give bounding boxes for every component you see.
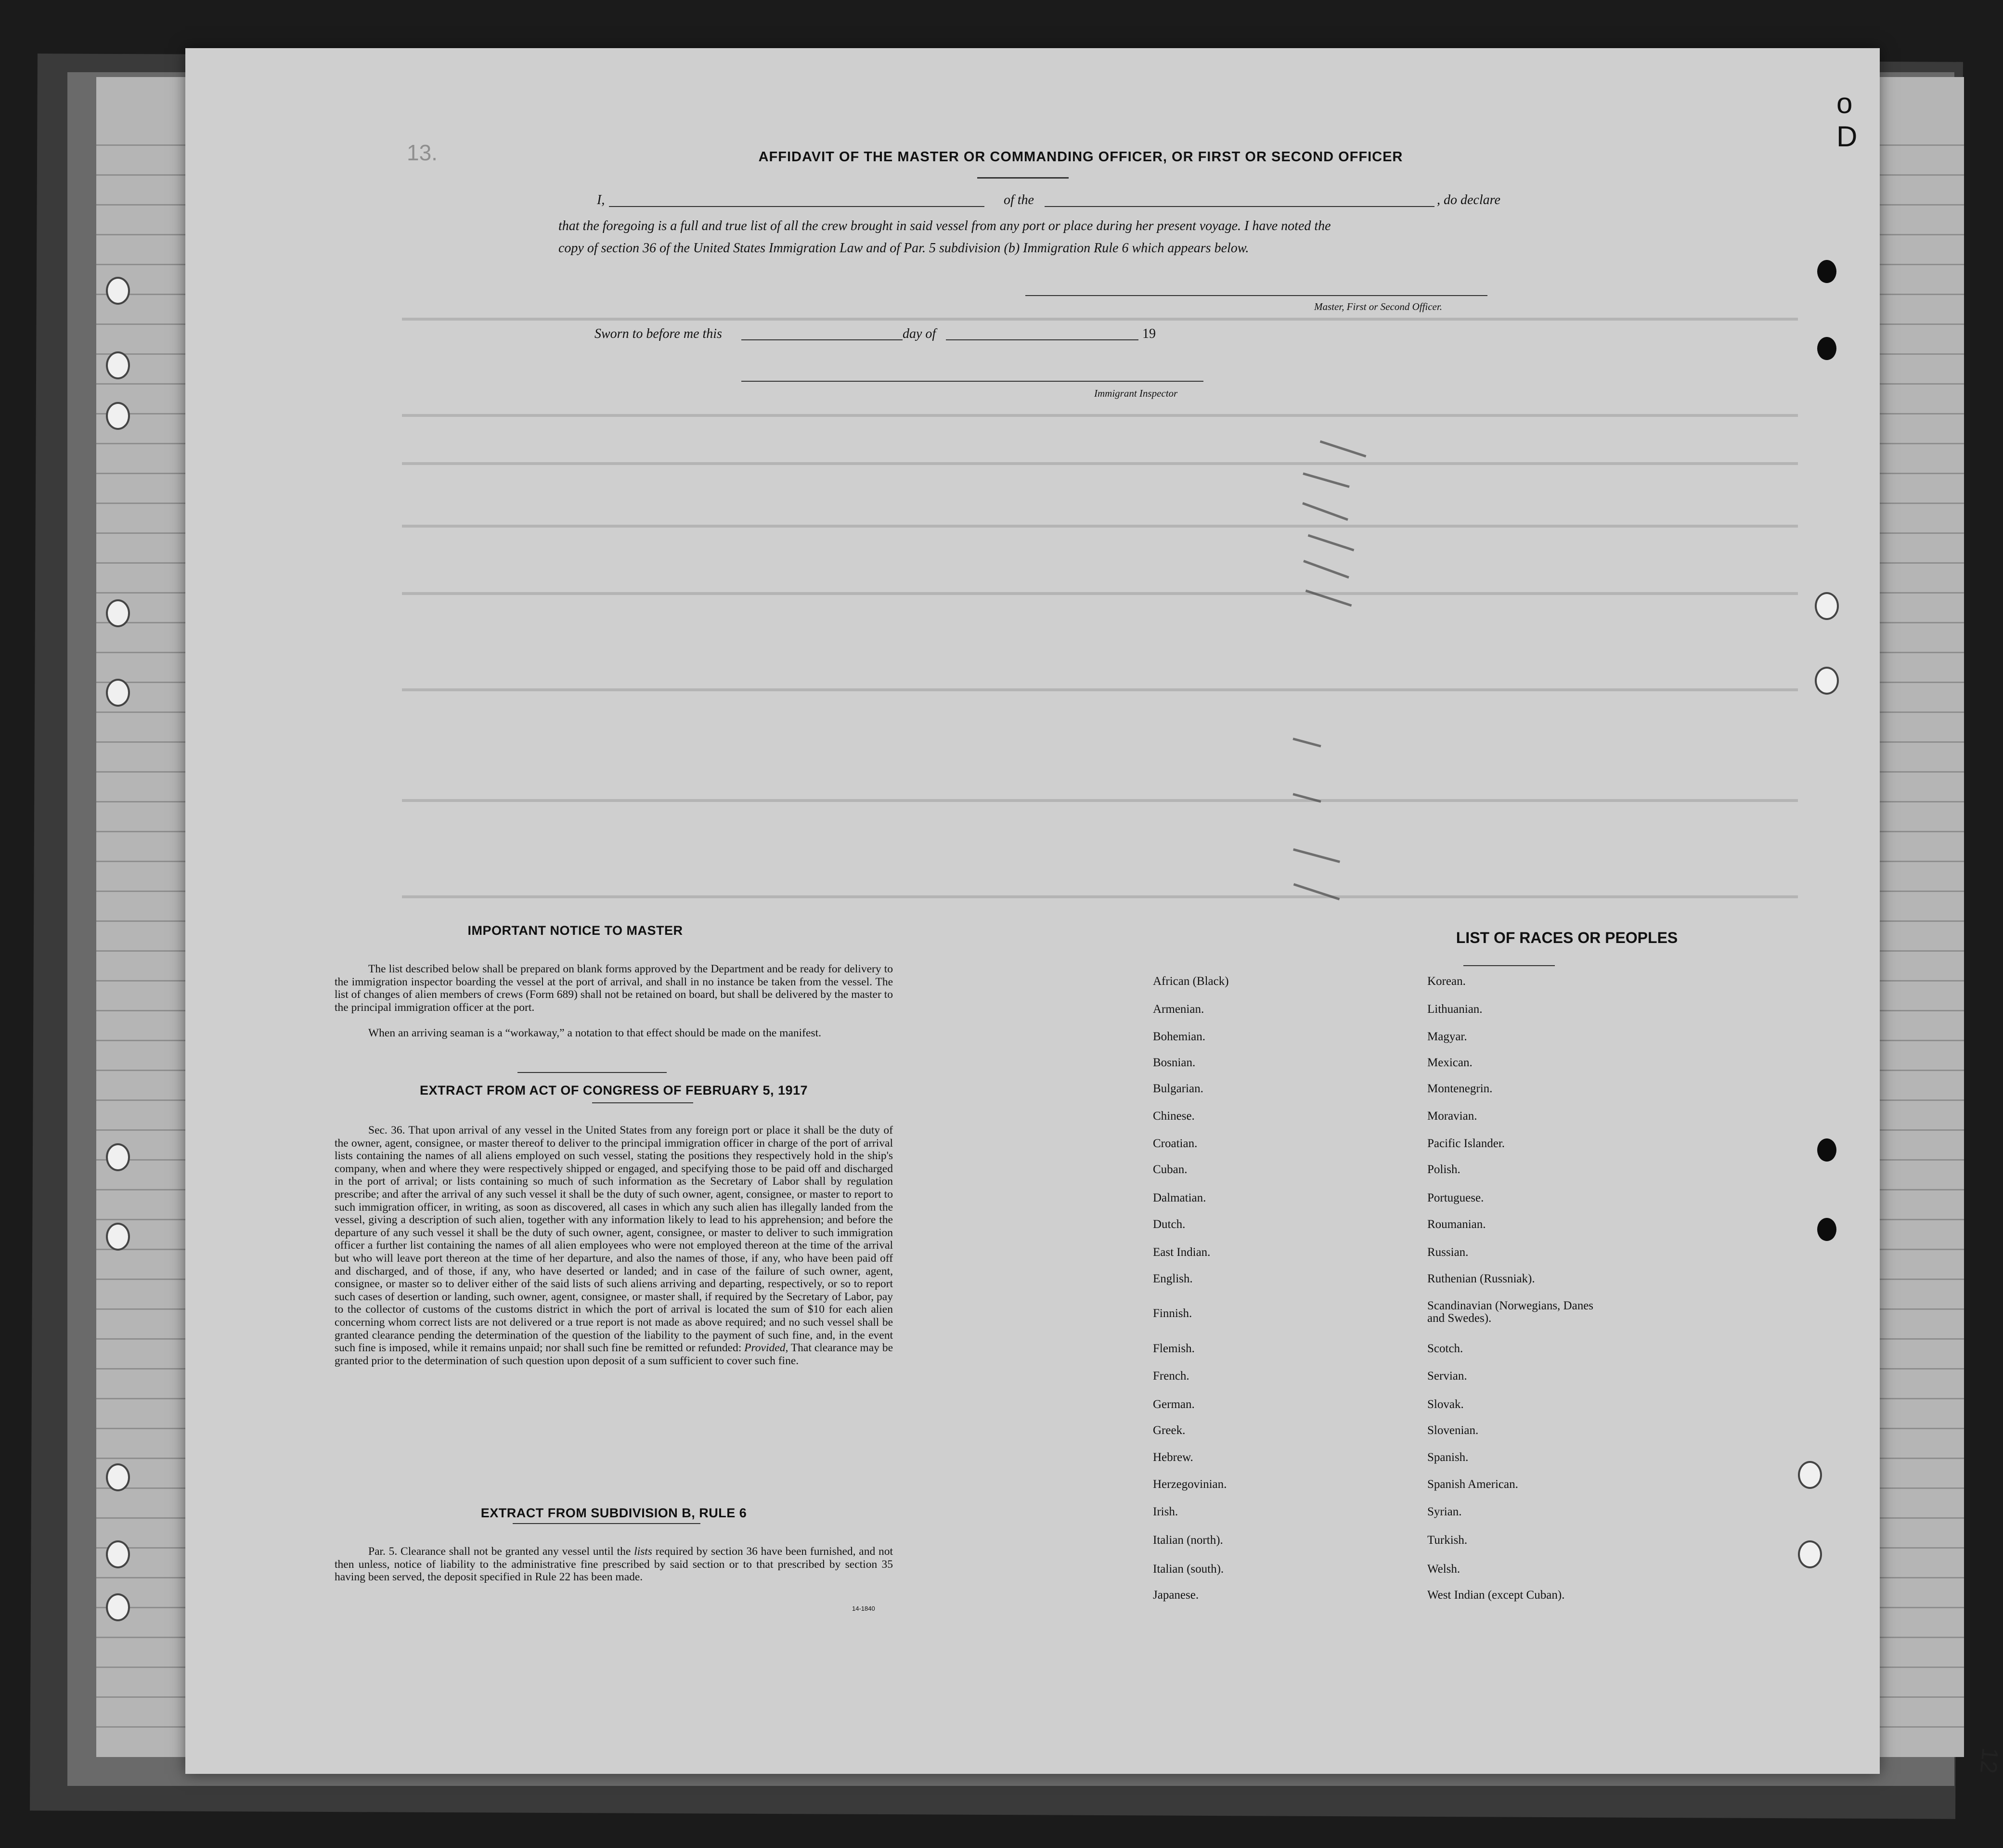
binder-hole — [106, 1463, 130, 1491]
race-item: Scandinavian (Norwegians, Danes and Swedes). — [1427, 1299, 1594, 1325]
binder-hole — [1817, 337, 1836, 360]
race-item: Magyar. — [1427, 1030, 1467, 1043]
race-item: Bohemian. — [1153, 1030, 1206, 1043]
binder-hole — [1798, 1540, 1822, 1568]
race-item: Herzegovinian. — [1153, 1478, 1227, 1491]
affidavit-title: AFFIDAVIT OF THE MASTER OR COMMANDING OFFICER, OR FIRST OR SECOND OFFICER — [758, 149, 1403, 165]
lists-word: lists — [634, 1545, 652, 1558]
race-item: Cuban. — [1153, 1163, 1188, 1176]
binder-hole — [1817, 1218, 1836, 1241]
provided-word: Provided, — [744, 1342, 788, 1355]
race-item: Moravian. — [1427, 1110, 1477, 1123]
race-item: Montenegrin. — [1427, 1082, 1493, 1095]
rule-paragraph — [335, 1545, 893, 1584]
race-item: East Indian. — [1153, 1246, 1211, 1259]
act-rule — [592, 1102, 693, 1103]
affidavit-line-3: copy of section 36 of the United States Immigration Law and of Par. 5 subdivision (b) Immigration Rule 6 which appears below. — [558, 241, 1249, 256]
race-item: African (Black) — [1153, 975, 1229, 988]
race-item: Armenian. — [1153, 1003, 1204, 1016]
affidavit-declare: , do declare — [1437, 193, 1500, 207]
sworn-month-blank[interactable] — [946, 339, 1138, 340]
races-rule — [1463, 965, 1555, 966]
sworn-day-blank[interactable] — [741, 339, 903, 340]
race-item: Turkish. — [1427, 1534, 1468, 1547]
binder-hole — [106, 599, 130, 627]
binder-hole — [106, 402, 130, 430]
year-text: 19 — [1142, 326, 1156, 341]
race-item: Greek. — [1153, 1424, 1186, 1437]
race-item: French. — [1153, 1370, 1189, 1383]
race-item: Chinese. — [1153, 1110, 1195, 1123]
bleed-through-line — [402, 895, 1798, 898]
race-item: Bosnian. — [1153, 1056, 1196, 1069]
bleed-through-line — [402, 414, 1798, 417]
document-page — [185, 48, 2003, 1775]
race-item: Lithuanian. — [1427, 1003, 1483, 1016]
pen-mark — [1293, 848, 1340, 863]
bleed-through-line — [402, 318, 1798, 321]
pen-mark — [1303, 560, 1349, 579]
binder-hole — [1798, 1461, 1822, 1489]
race-item: Mexican. — [1427, 1056, 1473, 1069]
binder-hole — [1817, 1138, 1836, 1162]
rule-heading: EXTRACT FROM SUBDIVISION B, RULE 6 — [480, 1506, 747, 1520]
separator-rule — [517, 1072, 667, 1073]
binder-hole — [106, 679, 130, 707]
binder-hole — [1815, 592, 1839, 620]
rule-body-start: Par. 5. Clearance shall not be granted any vessel until the — [368, 1545, 634, 1558]
binder-hole — [106, 1540, 130, 1568]
vessel-blank[interactable] — [1045, 206, 1434, 207]
bleed-through-line — [402, 799, 1798, 802]
affidavit-i: I, — [597, 193, 605, 207]
race-item: Croatian. — [1153, 1137, 1198, 1150]
section-body-end: That clearance may be granted prior to the determination of such question upon deposit of a sum sufficient to cover such fine. — [335, 1342, 893, 1367]
form-number: 14-1840 — [852, 1605, 875, 1612]
race-item: Dalmatian. — [1153, 1191, 1206, 1204]
race-item: Korean. — [1427, 975, 1466, 988]
section-body: That upon arrival of any vessel in the United States from any foreign port or place it shall be the duty of the owner, agent, consignee, or master thereof to deliver to the principal immigration officer in charge of the port of arrival lists containing the names of all aliens employed on such vessel, stating the positions they respectively hold in the ship's company, when and where they were respectively shipped or engaged, and specifying those to be paid off and discharged in the port of arrival; or lists containing so much of such information as the Secretary of Labor shall by regulation prescribe; and after the arrival of any such vessel it shall be the duty of such owner, agent, consignee, or master to report to such immigration officer, in writing, as soon as discovered, all cases in which any such alien has illegally landed from the vessel, giving a description of such alien, together with any information likely to lead to his apprehension; and before the departure of any such vessel it shall be the duty of such owner, agent, consignee, or master to deliver to such immigration officer a further list containing the names of all alien employees who were not employed thereon at the time of the arrival but who will leave port thereon at the time of her departure, and also the names of those, if any, who have been paid off and discharged, and of those, if any, who have deserted or landed; and in case of the failure of such owner, agent, consignee, or master so to deliver either of the said lists of such aliens arriving and departing, respectively, or so to report such cases of desertion or landing, such owner, agent, consignee, or master shall, if required by the Secretary of Labor, pay to the collector of customs of the customs district in which the port of arrival is located the sum of $10 for each alien concerning whom correct lists are not delivered or a true report is not made as above required; and no such vessel shall be granted clearance pending the determination of the question of the liability to the payment of such fine, and, in the event such fine is imposed, while it remains unpaid; nor shall such fine be remitted or refunded: — [335, 1124, 893, 1355]
race-item: Italian (south). — [1153, 1563, 1224, 1576]
binder-hole — [1815, 667, 1839, 695]
name-blank[interactable] — [609, 206, 984, 207]
race-item: Welsh. — [1427, 1563, 1460, 1576]
race-item: Russian. — [1427, 1246, 1469, 1259]
inspector-signature-line[interactable] — [741, 381, 1203, 382]
binder-hole — [106, 1143, 130, 1171]
act-section-36 — [335, 1124, 893, 1367]
binder-hole — [106, 1223, 130, 1251]
notice-heading: IMPORTANT NOTICE TO MASTER — [467, 923, 683, 938]
race-item: Portuguese. — [1427, 1191, 1484, 1204]
bleed-through-line — [402, 592, 1798, 595]
margin-note: 12 — [1975, 1746, 2003, 1775]
race-item: German. — [1153, 1398, 1195, 1411]
bleed-through-line — [402, 688, 1798, 691]
master-label: Master, First or Second Officer. — [1314, 301, 1442, 312]
races-heading: LIST OF RACES OR PEOPLES — [1456, 929, 1678, 946]
race-item: Dutch. — [1153, 1218, 1186, 1231]
race-item: Roumanian. — [1427, 1218, 1486, 1231]
race-item: English. — [1153, 1272, 1193, 1285]
section-label: Sec. 36. — [368, 1124, 405, 1137]
binder-hole — [1817, 260, 1836, 283]
race-item: Slovenian. — [1427, 1424, 1479, 1437]
pen-mark — [1303, 472, 1350, 488]
bleed-through-line — [402, 462, 1798, 465]
race-item: Slovak. — [1427, 1398, 1464, 1411]
rule-heading-rule — [513, 1523, 700, 1524]
binder-hole — [106, 277, 130, 305]
affidavit-of-the: of the — [1004, 193, 1034, 207]
race-item: Spanish American. — [1427, 1478, 1518, 1491]
race-item: Servian. — [1427, 1370, 1467, 1383]
race-item: Scotch. — [1427, 1342, 1463, 1355]
race-item: Pacific Islander. — [1427, 1137, 1505, 1150]
race-item: Flemish. — [1153, 1342, 1195, 1355]
act-heading: EXTRACT FROM ACT OF CONGRESS OF FEBRUARY 5, 1917 — [419, 1083, 808, 1098]
race-item: Spanish. — [1427, 1451, 1469, 1464]
race-item: Finnish. — [1153, 1307, 1192, 1320]
pen-mark — [1302, 502, 1348, 521]
race-item: Bulgarian. — [1153, 1082, 1203, 1095]
faint-page-number: 13. — [407, 140, 438, 165]
notice-paragraph-2: When an arriving seaman is a “workaway,” a notation to that effect should be made on the manifest. — [368, 1027, 821, 1039]
binder-hole — [106, 1593, 130, 1621]
notice-paragraph-1: The list described below shall be prepared on blank forms approved by the Department and be ready for delivery to the immigration inspector boarding the vessel at the port of arrival, and shall in no instance be taken from the vessel. The list of changes of alien members of crews (Form 689) shall not be retained on board, but shall be delivered by the master to the principal immigration officer at the port. — [335, 963, 893, 1014]
race-item: Ruthenian (Russniak). — [1427, 1272, 1535, 1285]
race-item: Polish. — [1427, 1163, 1460, 1176]
rule-body-end: required by section 36 have been furnished, and not then unless, notice of liability to the administrative fine prescribed by said section or to that prescribed by section 35 having been served, the deposit specified in Rule 22 has been made. — [335, 1545, 893, 1584]
pen-mark — [1308, 534, 1355, 552]
race-item: Hebrew. — [1153, 1451, 1193, 1464]
inspector-label: Immigrant Inspector — [1094, 388, 1178, 399]
corner-mark: o D — [1836, 87, 1858, 153]
sworn-text: Sworn to before me this — [594, 326, 722, 341]
day-of-text: day of — [903, 326, 936, 341]
race-item: West Indian (except Cuban). — [1427, 1589, 1565, 1602]
title-rule — [977, 177, 1069, 179]
master-signature-line[interactable] — [1025, 295, 1487, 296]
race-item: Italian (north). — [1153, 1534, 1223, 1547]
pen-mark — [1320, 440, 1367, 458]
race-item: Syrian. — [1427, 1505, 1462, 1518]
pen-mark — [1292, 737, 1321, 747]
bleed-through-line — [402, 525, 1798, 528]
affidavit-line-2: that the foregoing is a full and true list of all the crew brought in said vessel from any port or place during her present voyage. I have noted the — [558, 219, 1331, 233]
race-item: Japanese. — [1153, 1589, 1199, 1602]
binder-hole — [106, 351, 130, 379]
race-item: Irish. — [1153, 1505, 1178, 1518]
